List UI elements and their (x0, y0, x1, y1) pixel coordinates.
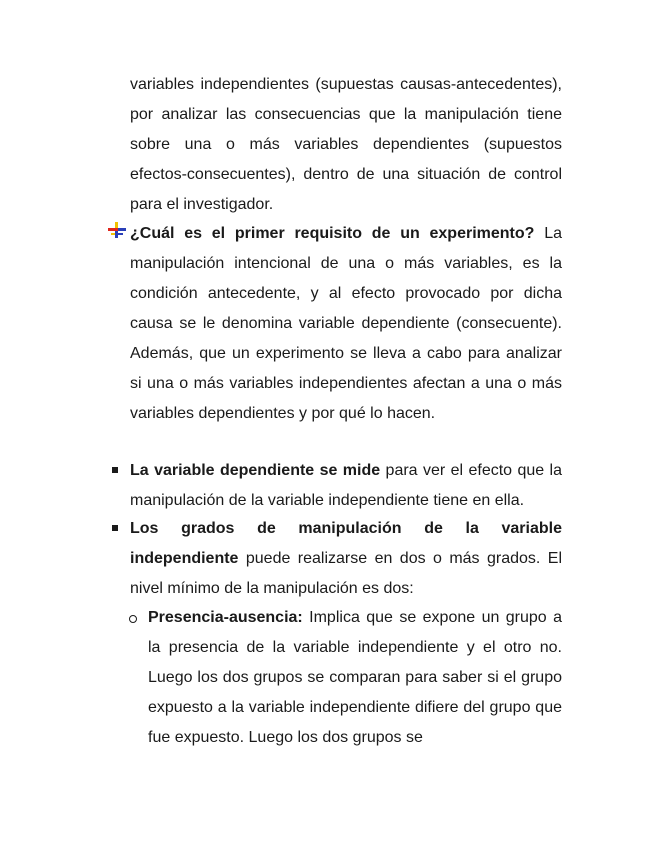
list-item-text: para ver el efecto que la manipulación de la variable independiente tiene en ella. (130, 462, 563, 509)
sub-item-presencia-ausencia (148, 603, 562, 753)
square-bullet-icon (112, 525, 118, 531)
sub-item-heading: Presencia-ausencia: (148, 609, 303, 626)
intro-paragraph (130, 70, 562, 220)
circle-bullet-icon (129, 615, 137, 623)
intro-text: variables independientes (supuestas causas-antecedentes), por analizar las consecuencias que la manipulación tiene sobre una o más variables dependientes (supuestos efectos-consecuentes), dentro de una situación de control para el investigador. (130, 76, 562, 213)
square-bullet-icon (112, 467, 118, 473)
list-item-heading: ¿Cuál es el primer requisito de un experimento? (130, 225, 535, 242)
list-item-grados-manipulacion (130, 514, 562, 604)
list-item-variable-dependiente (130, 456, 562, 516)
list-item-heading: Los grados de manipulación de la variable independiente (130, 520, 562, 567)
sub-item-text: Implica que se expone un grupo a la presencia de la variable independiente y el otro no. Luego los dos grupos se comparan para saber si el grupo expuesto a la variable independiente difiere del grupo que fue expuesto. Luego los dos grupos se (148, 609, 562, 746)
list-item-heading: La variable dependiente se mide (130, 462, 381, 479)
list-item-text: La manipulación intencional de una o más variables, es la condición antecedente, y al efecto provocado por dicha causa se le denomina variable dependiente (consecuente). Además, que un experimento se lleva a cabo para analizar si una o más variables independientes afectan a una o más variables dependientes y por qué lo hacen. (130, 225, 562, 422)
list-item-primer-requisito (130, 219, 562, 429)
list-item-text: puede realizarse en dos o más grados. El nivel mínimo de la manipulación es dos: (130, 550, 562, 597)
four-color-cross-icon (108, 222, 126, 238)
